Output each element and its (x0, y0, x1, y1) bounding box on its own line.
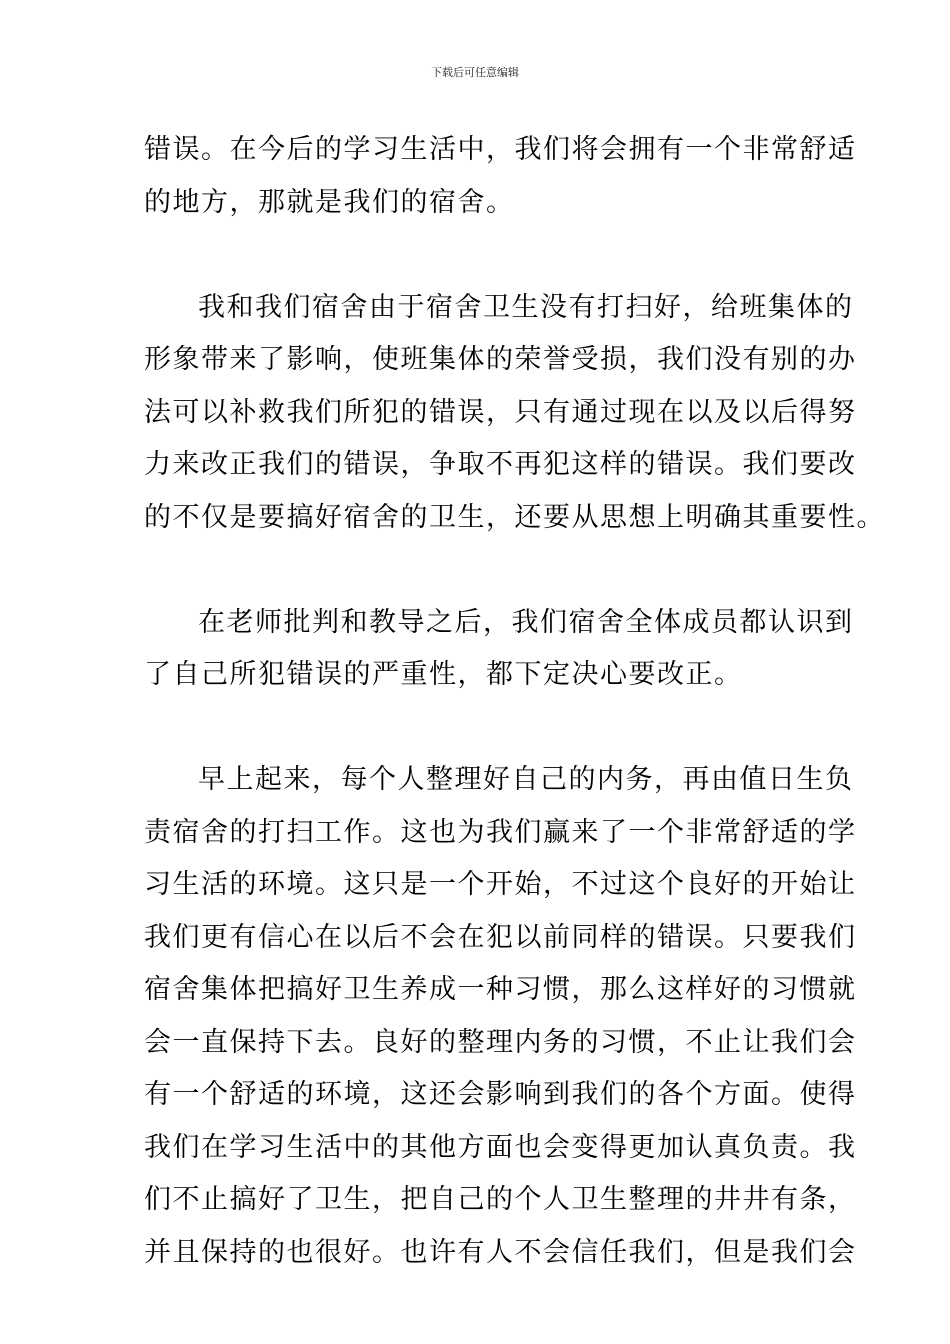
text-line: 在老师批判和教导之后，我们宿舍全体成员都认识到 (198, 606, 854, 638)
text-line: 习生活的环境。这只是一个开始，不过这个良好的开始让 (144, 869, 857, 900)
text-line: 错误。在今后的学习生活中，我们将会拥有一个非常舒适 (144, 134, 857, 165)
text-line: 的不仅是要搞好宿舍的卫生，还要从思想上明确其重要性。 (144, 501, 885, 533)
text-line: 责宿舍的打扫工作。这也为我们赢来了一个非常舒适的学 (144, 816, 857, 848)
text-line: 力来改正我们的错误，争取不再犯这样的错误。我们要改 (144, 449, 857, 480)
text-line: 法可以补救我们所犯的错误，只有通过现在以及以后得努 (144, 396, 857, 428)
paragraph-gap (144, 702, 808, 755)
text-line: 的地方，那就是我们的宿舍。 (144, 186, 515, 218)
text-line: 早上起来，每个人整理好自己的内务，再由值日生负 (198, 764, 854, 795)
page-header: 下载后可任意编辑 (431, 66, 519, 79)
text-line: 有一个舒适的环境，这还会影响到我们的各个方面。使得 (144, 1079, 857, 1110)
paragraph-1 (144, 124, 857, 229)
text-line: 了自己所犯错误的严重性，都下定决心要改正。 (144, 659, 743, 690)
paragraph-gap (144, 544, 808, 597)
text-line: 形象带来了影响，使班集体的荣誉受损，我们没有别的办 (144, 344, 857, 375)
paragraph-3 (144, 597, 854, 702)
text-line: 并且保持的也很好。也许有人不会信任我们，但是我们会 (144, 1236, 857, 1268)
paragraph-4 (144, 754, 857, 1279)
paragraph-gap (144, 229, 808, 282)
text-line: 会一直保持下去。良好的整理内务的习惯，不止让我们会 (144, 1026, 857, 1058)
text-line: 我和我们宿舍由于宿舍卫生没有打扫好，给班集体的 (198, 291, 854, 323)
paragraph-2 (144, 282, 885, 545)
text-line: 们不止搞好了卫生，把自己的个人卫生整理的井井有条， (144, 1184, 857, 1215)
text-line: 我们更有信心在以后不会在犯以前同样的错误。只要我们 (144, 921, 857, 953)
text-line: 宿舍集体把搞好卫生养成一种习惯，那么这样好的习惯就 (144, 974, 857, 1005)
text-line: 我们在学习生活中的其他方面也会变得更加认真负责。我 (144, 1131, 857, 1163)
document-body (144, 124, 885, 1279)
